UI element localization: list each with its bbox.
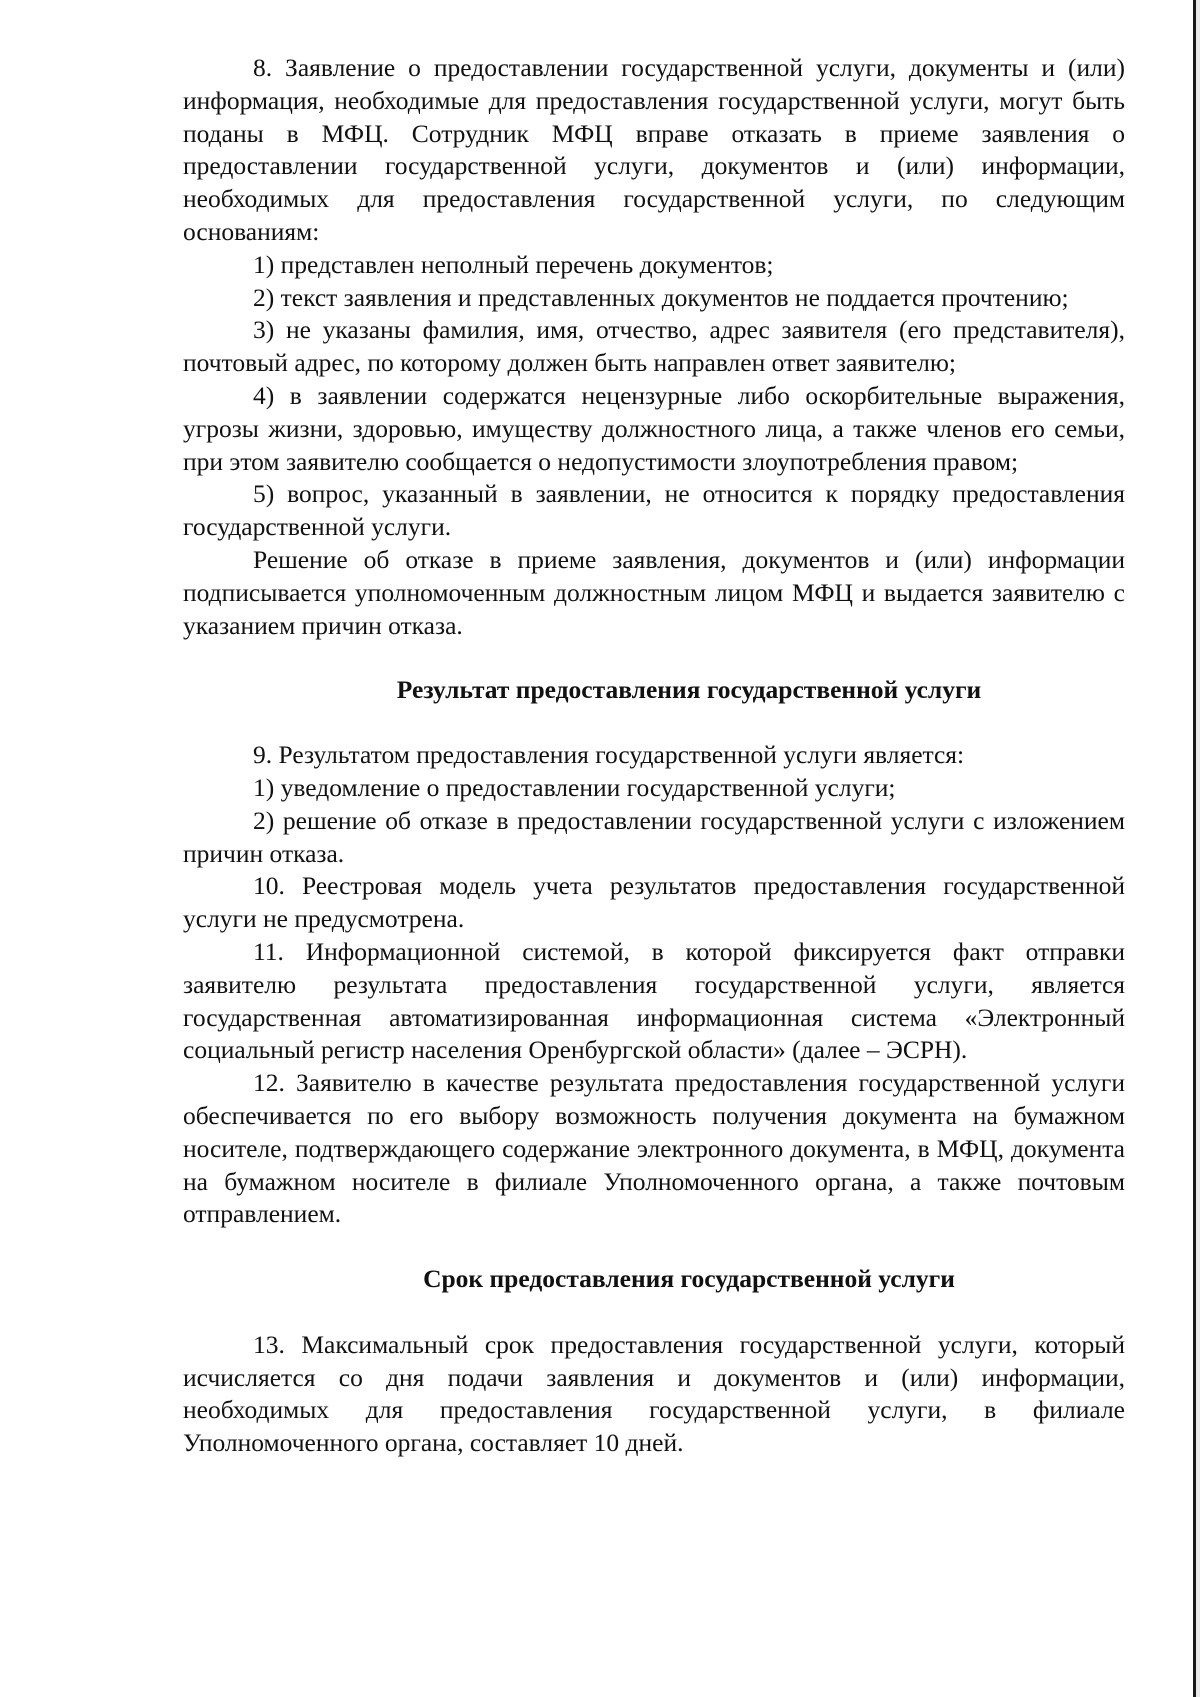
paragraph-8-item-5: 5) вопрос, указанный в заявлении, не относится к порядку предоставления государственной услуги. — [183, 479, 1125, 542]
paragraph-9-item-2: 2) решение об отказе в предоставлении государственной услуги с изложением причин отказа. — [183, 805, 1125, 868]
paragraph-8-item-4: 4) в заявлении содержатся нецензурные либо оскорбительные выражения, угрозы жизни, здоровью, имуществу должностного лица, а также членов его семьи, при этом заявителю сообщается о недопустимости злоупотребления правом; — [183, 380, 1125, 476]
paragraph-8-decision: Решение об отказе в приеме заявления, документов и (или) информации подписывается уполномоченным должностным лицом МФЦ и выдается заявителю с указанием причин отказа. — [183, 544, 1125, 640]
paragraph-9-item-1: 1) уведомление о предоставлении государственной услуги; — [253, 772, 896, 802]
paragraph-8-item-2: 2) текст заявления и представленных документов не поддается прочтению; — [253, 282, 1069, 312]
page-edge-shadow — [1196, 0, 1200, 1697]
heading-result: Результат предоставления государственной услуги — [396, 675, 982, 705]
paragraph-8-intro: 8. Заявление о предоставлении государственной услуги, документы и (или) информация, необходимые для предоставления государственной услуги, могут быть поданы в МФЦ. Сотрудник МФЦ вправе отказать в приеме заявления о предоставлении государственной услуги, документов и (или) информации, необходимых для предоставления государственной услуги, по следующим основаниям: — [183, 53, 1125, 246]
paragraph-10: 10. Реестровая модель учета результатов предоставления государственной услуги не предусмотрена. — [183, 871, 1125, 934]
paragraph-9-intro: 9. Результатом предоставления государственной услуги является: — [253, 740, 965, 770]
heading-term: Срок предоставления государственной услуги — [423, 1264, 955, 1294]
page-edge-line — [1193, 0, 1196, 1697]
paragraph-8-item-3: 3) не указаны фамилия, имя, отчество, адрес заявителя (его представителя), почтовый адрес, по которому должен быть направлен ответ заявителю; — [183, 315, 1125, 378]
paragraph-12: 12. Заявителю в качестве результата предоставления государственной услуги обеспечивается по его выбору возможность получения документа на бумажном носителе, подтверждающего содержание электронного документа, в МФЦ, документа на бумажном носителе в филиале Уполномоченного органа, а также почтовым отправлением. — [183, 1068, 1125, 1229]
document-body — [183, 52, 1125, 1460]
paragraph-8-item-1: 1) представлен неполный перечень документов; — [253, 249, 774, 279]
paragraph-13: 13. Максимальный срок предоставления государственной услуги, который исчисляется со дня подачи заявления и документов и (или) информации, необходимых для предоставления государственной услуги, в филиале Уполномоченного органа, составляет 10 дней. — [183, 1329, 1125, 1458]
paragraph-11: 11. Информационной системой, в которой фиксируется факт отправки заявителю результата предоставления государственной услуги, является государственная автоматизированная информационная система «Электронный социальный регистр населения Оренбургской области» (далее – ЭСРН). — [183, 936, 1125, 1065]
